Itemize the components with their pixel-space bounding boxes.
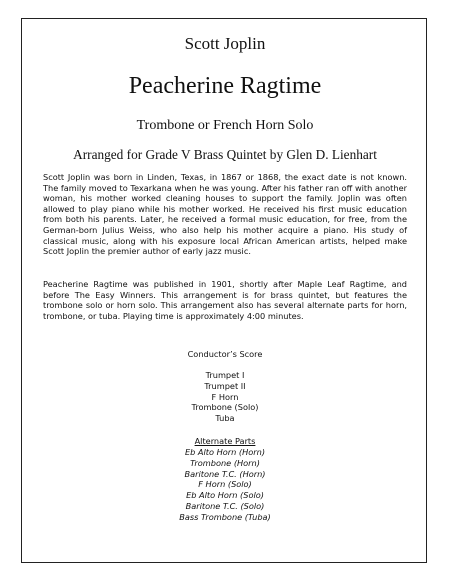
score-part: F Horn bbox=[211, 391, 239, 402]
alternate-parts-list bbox=[0, 447, 450, 523]
alternate-part: Trombone (Horn) bbox=[190, 457, 260, 468]
composer-name: Scott Joplin bbox=[184, 34, 266, 53]
score-part: Trombone (Solo) bbox=[191, 402, 259, 413]
score-part: Trumpet II bbox=[204, 380, 246, 391]
score-part: Trumpet I bbox=[205, 370, 245, 380]
alternate-part: Bass Trombone (Tuba) bbox=[179, 511, 271, 522]
alternate-part: Baritone T.C. (Horn) bbox=[184, 468, 266, 479]
instrumentation-subtitle: Trombone or French Horn Solo bbox=[136, 118, 314, 133]
arranger-credit: Arranged for Grade V Brass Quintet by Glen D. Lienhart bbox=[73, 147, 377, 162]
biography-paragraph: Scott Joplin was born in Linden, Texas, in 1867 or 1868, the exact date is not known. The family moved to Texarkana when he was young. After his father ran off with another woman, his mother worked cleaning houses to support the family. Joplin was often allowed to play piano while his mother worked. He received his first music education from both his parents. Later, he received a formal music education, for free, from the German-born Julius Weiss, who also help his mother acquire a piano. His study of classical music, along with his exposure local African American artists, helped make Scott Joplin the premier author of early jazz music. bbox=[43, 172, 407, 257]
arrangement-notes-paragraph: Peacherine Ragtime was published in 1901, shortly after Maple Leaf Ragtime, and before The Easy Winners. This arrangement is for brass quintet, but features the trombone solo or horn solo. This arrangement also has several alternate parts for horn, trombone, or tuba. Playing time is approximately 4:00 minutes. bbox=[43, 279, 407, 321]
score-heading: Conductor’s Score bbox=[187, 349, 263, 359]
alternate-parts-heading: Alternate Parts bbox=[194, 436, 256, 446]
alternate-part: Eb Alto Horn (Horn) bbox=[184, 447, 266, 457]
alternate-part: Eb Alto Horn (Solo) bbox=[186, 490, 264, 501]
score-part: Tuba bbox=[215, 413, 235, 424]
score-parts-list bbox=[0, 370, 450, 424]
alternate-part: F Horn (Solo) bbox=[198, 479, 252, 490]
piece-title: Peacherine Ragtime bbox=[128, 73, 322, 99]
alternate-part: Baritone T.C. (Solo) bbox=[185, 500, 265, 511]
